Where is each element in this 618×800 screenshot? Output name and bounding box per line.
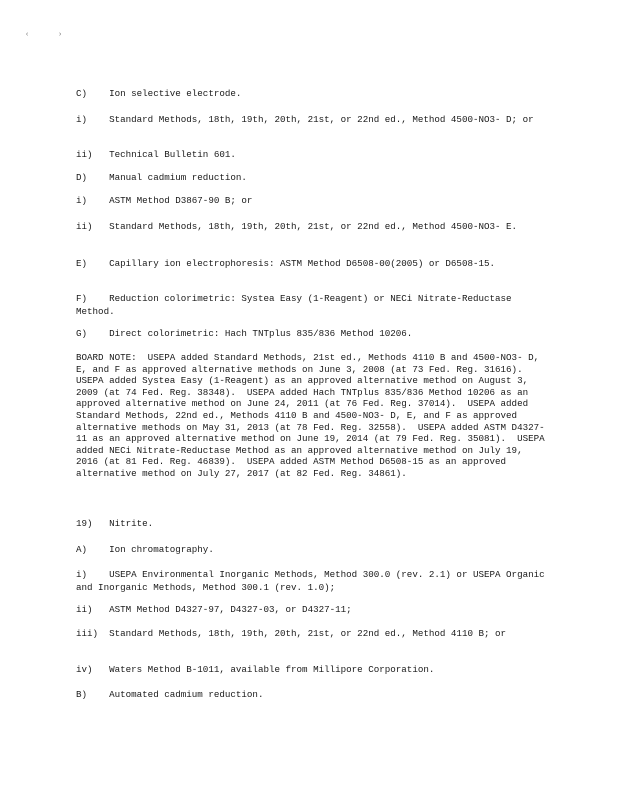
item-e-capillary-ion-electrophoresis: E) Capillary ion electrophoresis: ASTM Method D6508-00(2005) or D6508-15.: [76, 258, 496, 269]
item-a-ion-chromatography: A) Ion chromatography.: [76, 544, 214, 555]
item-c-ii-technical-bulletin: ii) Technical Bulletin 601.: [76, 149, 236, 160]
corner-mark-right: ›: [58, 31, 63, 39]
item-f-reduction-colorimetric: F) Reduction colorimetric: Systea Easy (1-Reagent) or NECi Nitrate-Reductase Method.: [76, 293, 518, 317]
item-c-ion-selective-electrode: C) Ion selective electrode.: [76, 88, 242, 99]
item-d-manual-cadmium-reduction: D) Manual cadmium reduction.: [76, 172, 247, 183]
item-a-iii-standard-methods: iii) Standard Methods, 18th, 19th, 20th, 21st, or 22nd ed., Method 4110 B; or: [76, 628, 507, 639]
item-b-automated-cadmium-reduction: B) Automated cadmium reduction.: [76, 689, 264, 700]
item-g-direct-colorimetric: G) Direct colorimetric: Hach TNTplus 835/836 Method 10206.: [76, 328, 413, 339]
item-d-ii-standard-methods: ii) Standard Methods, 18th, 19th, 20th, 21st, or 22nd ed., Method 4500-NO3- E.: [76, 221, 518, 232]
item-a-iv-waters-method: iv) Waters Method B-1011, available from Millipore Corporation.: [76, 664, 435, 675]
item-a-ii-astm-method: ii) ASTM Method D4327-97, D4327-03, or D4327-11;: [76, 604, 352, 615]
item-19-nitrite: 19) Nitrite.: [76, 518, 154, 529]
item-c-i-standard-methods: i) Standard Methods, 18th, 19th, 20th, 21st, or 22nd ed., Method 4500-NO3- D; or: [76, 114, 534, 125]
item-a-i-usepa-methods: i) USEPA Environmental Inorganic Methods, Method 300.0 (rev. 2.1) or USEPA Organic and Inorganic Methods, Method 300.1 (rev. 1.0);: [76, 569, 551, 593]
item-d-i-astm-method: i) ASTM Method D3867-90 B; or: [76, 195, 253, 206]
corner-mark-left: ‹: [25, 31, 30, 39]
board-note: BOARD NOTE: USEPA added Standard Methods, 21st ed., Methods 4110 B and 4500-NO3- D, E, and F as approved alternative methods on June 3, 2008 (at 73 Fed. Reg. 31616). USEPA added Systea Easy (1-Reagent) as an approved alternative method on August 3, 2009 (at 74 Fed. Reg. 38348). USEPA added Hach TNTplus 835/836 Method 10206 as an approved alternative method on June 24, 2011 (at 76 Fed. Reg. 37014). USEPA added Standard Methods, 22nd ed., Methods 4110 B and 4500-NO3- D, E, and F as approved alternative methods on May 31, 2013 (at 78 Fed. Reg. 32558). USEPA added ASTM D4327-11 as an approved alternative method on June 19, 2014 (at 79 Fed. Reg. 35081). USEPA added NECi Nitrate-Reductase Method as an approved alternative method on July 19, 2016 (at 81 Fed. Reg. 46839). USEPA added ASTM Method D6508-15 as an approved alternative method on July 27, 2017 (at 82 Fed. Reg. 34861).: [76, 352, 551, 479]
